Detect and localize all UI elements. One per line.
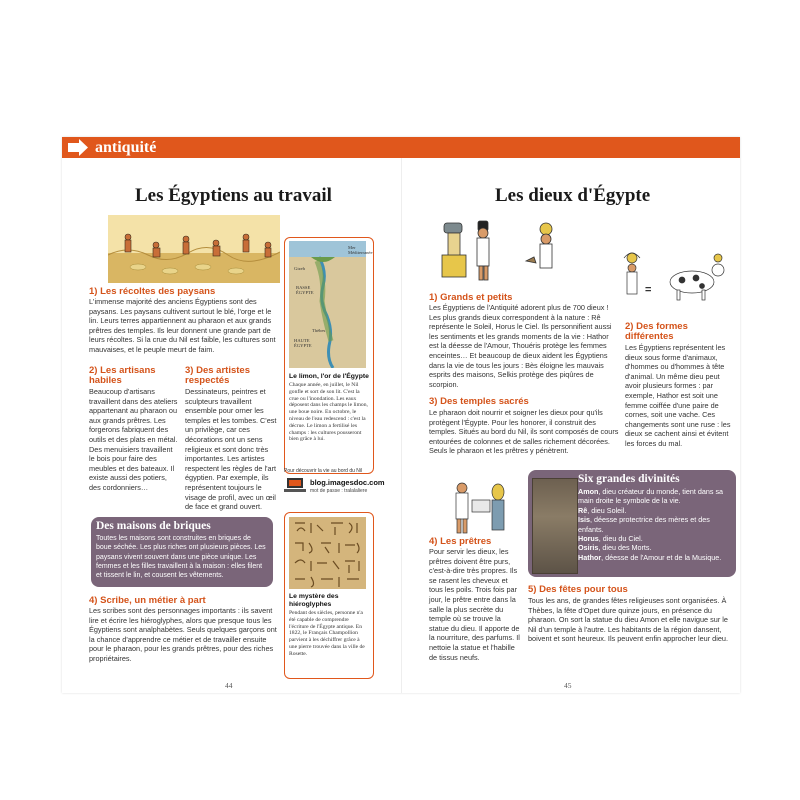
heading-scribe: 4) Scribe, un métier à part bbox=[89, 595, 206, 606]
section-title: antiquité bbox=[95, 139, 157, 156]
blog-link[interactable]: blog.imagesdoc.com bbox=[310, 478, 385, 487]
gods-illustration bbox=[434, 215, 602, 289]
heading-grands: 1) Grands et petits bbox=[429, 292, 513, 303]
map-label-sea: Mer Méditerranée bbox=[348, 245, 373, 255]
divinity-item: Horus, dieu du Ciel. bbox=[578, 534, 643, 544]
divinity-item: Isis, déesse protectrice des mères et des enfants. bbox=[578, 515, 710, 534]
divinities-list bbox=[578, 487, 732, 562]
hieroglyph-caption: Pendant des siècles, personne n'a été capable de comprendre l'écriture de l'Égypte antique. En 1822, le Français Champollion parvient à les déchiffrer grâce à une pierre trouvée dans la ville de Rosette. bbox=[289, 610, 365, 657]
page-gutter bbox=[401, 137, 402, 693]
hieroglyph-caption-title: Le mystère des hiéroglyphes bbox=[289, 593, 339, 608]
page-title-right: Les dieux d'Égypte bbox=[495, 185, 651, 206]
page-number-right: 45 bbox=[564, 681, 572, 690]
text-artisans: Beaucoup d'artisans travaillent dans des ateliers appartenant au pharaon ou aux grands prêtres. Les forgerons fabriquent des outils et des plats en métal. Des menuisiers travaillent le bois pour faire des meubles et des bateaux. Il existe aussi des potiers, des cordonniers… bbox=[89, 387, 178, 492]
harvest-illustration bbox=[108, 215, 280, 283]
divinity-item: Hathor, déesse de l'Amour et de la Musique. bbox=[578, 552, 722, 562]
bricks-box-text: Toutes les maisons sont construites en briques de boue séchée. Les plus riches ont plusieurs pièces. Les paysans vivent souvent dans une pièce unique. Les femmes et les filles travaillent à la maison : elles filent et tissent le lin, et cousent les vêtements. bbox=[96, 535, 266, 580]
priests-illustration bbox=[446, 480, 526, 536]
heading-artistes: 3) Des artistes respectés bbox=[185, 365, 250, 386]
hathor-illustration bbox=[622, 252, 737, 302]
heading-temples: 3) Des temples sacrés bbox=[429, 396, 529, 407]
amon-statue-image bbox=[532, 478, 578, 574]
text-formes: Les Égyptiens représentent les dieux sous forme d'animaux, d'hommes ou d'hommes à tête d'animal. Un même dieu peut avoir plusieurs formes : par exemple, Hathor est soit une femme coiffée d'une paire de cornes, soit une vache. Ces changements sont une ruse : les dieux se cachent ainsi et évitent les forces du mal. bbox=[625, 343, 731, 448]
arrow-right-icon bbox=[66, 138, 90, 157]
text-recoltes: L'immense majorité des anciens Égyptiens sont des paysans. Les paysans cultivent surtout le blé, l'orge et le lin. Leurs terres appartiennent au pharaon et aux grands prêtres des temples. Ils leur donnent une grande part de leurs récoltes. Si la crue du Nil est faible, les cultures sont mauvaises, et le peuple meurt de faim. bbox=[89, 297, 276, 354]
map-label-gizeh: Gizeh bbox=[294, 266, 305, 271]
heading-fetes: 5) Des fêtes pour tous bbox=[528, 584, 628, 595]
map-label-basse: BASSE ÉGYPTE bbox=[296, 285, 314, 295]
map-caption: Chaque année, en juillet, le Nil gonfle et sort de son lit. C'est la crue ou l'inondation. Les eaux déposent dans les champs le limon, une boue noire. En octobre, le niveau de l'eau redescend : c'est la décrue. Le limon a fertilisé les champs : les cultures pousseront bien grâce à lui. bbox=[289, 382, 368, 443]
book-spread bbox=[62, 137, 740, 693]
map-label-haute: HAUTE ÉGYPTE bbox=[294, 338, 312, 348]
divinities-title: Six grandes divinités bbox=[578, 473, 680, 485]
blog-intro: Pour découvrir la vie au bord du Nil bbox=[284, 468, 363, 474]
page-title-left: Les Égyptiens au travail bbox=[135, 185, 332, 206]
heading-formes: 2) Des formes différentes bbox=[625, 321, 688, 342]
divinity-item: Rê, dieu Soleil. bbox=[578, 505, 627, 515]
text-artistes: Dessinateurs, peintres et sculpteurs travaillent ensemble pour orner les temples et les tombes. C'est un privilège, car ces décorations ont un sens religieux et sont donc très importantes. Les artistes respectent les règles de l'art égyptien. Par exemple, ils représentent toujours le visage de profil, avec un œil de face et grand ouvert. bbox=[185, 387, 277, 512]
nile-map bbox=[289, 241, 366, 368]
map-label-thebes: Thèbes bbox=[312, 328, 326, 333]
heading-artisans: 2) Les artisans habiles bbox=[89, 365, 156, 386]
laptop-icon bbox=[284, 477, 306, 493]
divinity-item: Osiris, dieu des Morts. bbox=[578, 543, 652, 553]
divinity-item: Amon, dieu créateur du monde, tient dans sa main droite le symbole de la vie. bbox=[578, 487, 724, 506]
section-banner bbox=[62, 137, 740, 158]
text-fetes: Tous les ans, de grandes fêtes religieuses sont organisées. À Thèbes, la fête d'Opet dure quinze jours, en présence du pharaon. On sort la statue du dieu Amon et elle navigue sur le Nil d'un temple à l'autre. Les habitants de la région dansent, boivent et sont heureux. Ils peuvent enfin approcher leur dieu. bbox=[528, 596, 728, 644]
blog-password: mot de passe : tralalaliere bbox=[310, 488, 368, 494]
text-temples: Le pharaon doit nourrir et soigner les dieux pour qu'ils protègent l'Égypte. Pour les honorer, il construit des temples. Situés au bord du Nil, ils sont composés de cours entourées de colonnes et de salles richement décorées. Seuls le pharaon et les prêtres y pénètrent. bbox=[429, 408, 619, 456]
text-grands: Les Égyptiens de l'Antiquité adorent plus de 700 dieux ! Les plus grands dieux correspondent à la nature : Rê représente le Soleil, Horus le Ciel. Ils personnifient aussi les sentiments et les grands moments de la vie : Hathor est la déesse de l'Amour, Thouéris protège les femmes enceintes… Et beaucoup de dieux aident les Égyptiens dans la vie de tous les jours : Bès éloigne les mauvais esprits des maisons, Selkis protège des piqûres de scorpion. bbox=[429, 303, 612, 389]
bricks-box-title: Des maisons de briques bbox=[96, 520, 211, 532]
equals-sign: = bbox=[645, 284, 652, 296]
map-caption-title: Le limon, l'or de l'Égypte bbox=[289, 373, 369, 380]
hieroglyph-image bbox=[289, 517, 366, 589]
heading-recoltes: 1) Les récoltes des paysans bbox=[89, 286, 216, 297]
text-pretres: Pour servir les dieux, les prêtres doivent être purs, c'est-à-dire très propres. Ils se rasent les cheveux et tous les poils. Trois fois par jour, le prêtre entre dans la salle la plus secrète du temple où se trouve la statue du dieu. Il apporte de la nourriture, des parfums. Il nettoie la statue et l'habille de tissus neufs. bbox=[429, 547, 520, 662]
text-scribe: Les scribes sont des personnages importants : ils savent lire et écrire les hiéroglyphes, alors que presque tous les Égyptiens sont analphabètes. Seuls quelques garçons ont la chance d'apprendre ce métier et de travailler ensuite pour le pharaon, pour les grands prêtres, pour des riches propriétaires. bbox=[89, 606, 277, 663]
heading-pretres: 4) Les prêtres bbox=[429, 536, 492, 547]
page-number-left: 44 bbox=[225, 681, 233, 690]
